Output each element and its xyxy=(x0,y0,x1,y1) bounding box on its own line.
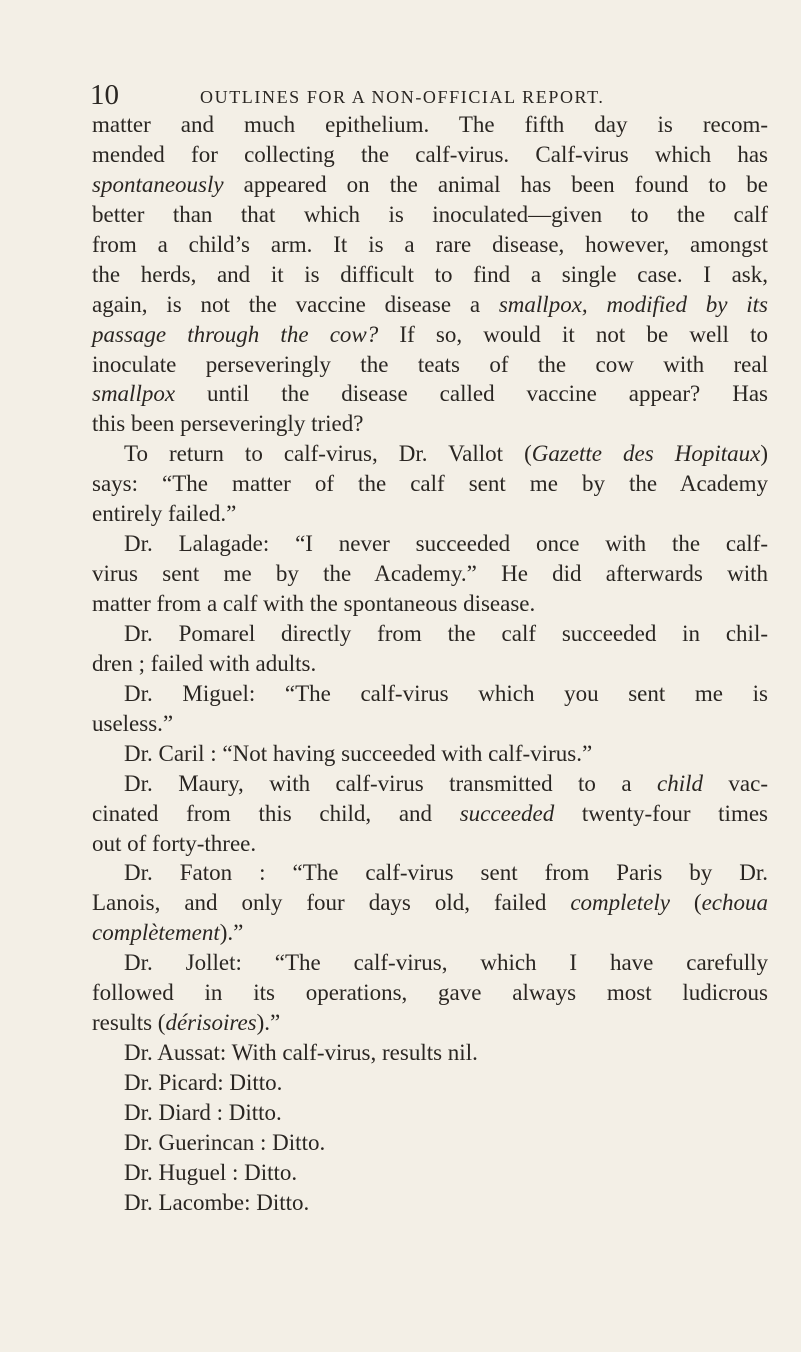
text-line xyxy=(92,200,768,230)
text-run: Dr. Maury, with calf-virus transmitted to a xyxy=(124,770,657,796)
text-run: again, is not the vaccine disease a xyxy=(92,291,499,317)
text-run: ( xyxy=(669,890,702,916)
text-line xyxy=(92,290,768,320)
italic-text: smallpox xyxy=(92,381,176,407)
italic-text: smallpox, modified by its xyxy=(498,291,768,317)
text-line xyxy=(92,1008,768,1038)
text-run: inoculate perseveringly the teats of the cow with real xyxy=(92,351,768,377)
text-run: Dr. Miguel: “The calf-virus which you sent me is xyxy=(124,680,768,706)
text-line xyxy=(92,320,768,350)
text-line xyxy=(92,918,768,948)
text-run: Dr. Guerincan : Ditto. xyxy=(124,1129,326,1155)
text-line xyxy=(92,1038,768,1068)
text-line xyxy=(92,559,768,589)
text-run: Dr. Lalagade: “I never succeeded once with the calf- xyxy=(124,531,768,557)
text-run: appeared on the animal has been found to be xyxy=(223,171,768,197)
text-run: ).” xyxy=(256,1010,281,1036)
italic-text: echoua xyxy=(701,890,769,916)
text-line xyxy=(92,888,768,918)
italic-text: passage through the cow? xyxy=(92,321,379,347)
text-line xyxy=(92,379,768,409)
text-run: better than that which is inoculated—given to the calf xyxy=(92,201,768,227)
text-line xyxy=(92,230,768,260)
text-run: ).” xyxy=(219,920,244,946)
text-run: Dr. Jollet: “The calf-virus, which I have carefully xyxy=(124,950,768,976)
text-run: Lanois, and only four days old, failed xyxy=(92,890,571,916)
text-line xyxy=(92,439,768,469)
text-line xyxy=(92,589,768,619)
text-run: Dr. Pomarel directly from the calf succeeded in chil- xyxy=(124,620,768,646)
text-run: results ( xyxy=(92,1010,166,1036)
text-run: Dr. Lacombe: Ditto. xyxy=(124,1189,310,1215)
text-line xyxy=(92,170,768,200)
text-line xyxy=(92,499,768,529)
text-line xyxy=(92,469,768,499)
text-line xyxy=(92,829,768,859)
text-run: virus sent me by the Academy.” He did afterwards with xyxy=(92,561,768,587)
page-header xyxy=(90,80,770,110)
text-line xyxy=(92,1158,768,1188)
italic-text: Gazette des Hopitaux xyxy=(531,441,761,467)
italic-text: completely xyxy=(570,890,670,916)
text-run: out of forty-three. xyxy=(92,830,257,856)
text-run: the herds, and it is difficult to find a single case. I ask, xyxy=(92,261,768,287)
text-run: this been perseveringly tried? xyxy=(92,411,364,437)
text-line xyxy=(92,529,768,559)
text-run: ) xyxy=(760,441,768,467)
text-line xyxy=(92,619,768,649)
text-line xyxy=(92,858,768,888)
text-run: Dr. Huguel : Ditto. xyxy=(124,1159,298,1185)
text-line xyxy=(92,948,768,978)
text-run: matter from a calf with the spontaneous disease. xyxy=(92,591,536,616)
text-line xyxy=(92,1188,768,1218)
italic-text: complètement xyxy=(92,920,220,946)
text-run: Dr. Diard : Ditto. xyxy=(124,1099,282,1125)
text-line xyxy=(92,769,768,799)
text-run: Dr. Faton : “The calf-virus sent from Paris by Dr. xyxy=(124,860,768,886)
text-line xyxy=(92,978,768,1008)
text-run: says: “The matter of the calf sent me by the Academy xyxy=(92,471,768,497)
text-line xyxy=(92,1098,768,1128)
text-run: dren ; failed with adults. xyxy=(92,650,317,676)
text-run: Dr. Aussat: With calf-virus, results nil. xyxy=(124,1040,478,1066)
text-run: cinated from this child, and xyxy=(92,800,460,826)
text-line xyxy=(92,409,768,439)
text-line xyxy=(92,799,768,829)
text-line xyxy=(92,739,768,769)
text-run: matter and much epithelium. The fifth day is recom- xyxy=(92,112,768,137)
italic-text: dérisoires xyxy=(165,1010,257,1036)
running-head: OUTLINES FOR A NON-OFFICIAL REPORT. xyxy=(200,87,605,107)
text-line xyxy=(92,350,768,380)
text-run: Dr. Caril : “Not having succeeded with calf-virus.” xyxy=(124,740,593,766)
text-run: If so, would it not be well to xyxy=(378,321,769,347)
text-run: from a child’s arm. It is a rare disease, however, amongst xyxy=(92,231,768,257)
text-line xyxy=(92,679,768,709)
italic-text: succeeded xyxy=(459,800,555,826)
body-text xyxy=(92,110,768,1218)
text-run: entirely failed.” xyxy=(92,501,237,527)
text-run: useless.” xyxy=(92,710,174,736)
text-line xyxy=(92,1128,768,1158)
text-line xyxy=(92,1068,768,1098)
italic-text: spontaneously xyxy=(92,171,224,197)
text-run: To return to calf-virus, Dr. Vallot ( xyxy=(124,441,532,467)
text-line xyxy=(92,709,768,739)
text-run: vac- xyxy=(702,770,768,796)
text-line xyxy=(92,110,768,140)
page-number: 10 xyxy=(90,79,119,111)
text-line xyxy=(92,140,768,170)
text-line xyxy=(92,649,768,679)
text-line xyxy=(92,260,768,290)
text-run: until the disease called vaccine appear? Has xyxy=(175,381,768,407)
text-run: twenty-four times xyxy=(554,800,768,826)
italic-text: child xyxy=(656,770,703,796)
text-run: followed in its operations, gave always most ludicrous xyxy=(92,980,768,1006)
text-run: Dr. Picard: Ditto. xyxy=(124,1070,283,1095)
text-run: mended for collecting the calf-virus. Calf-virus which has xyxy=(92,141,768,167)
